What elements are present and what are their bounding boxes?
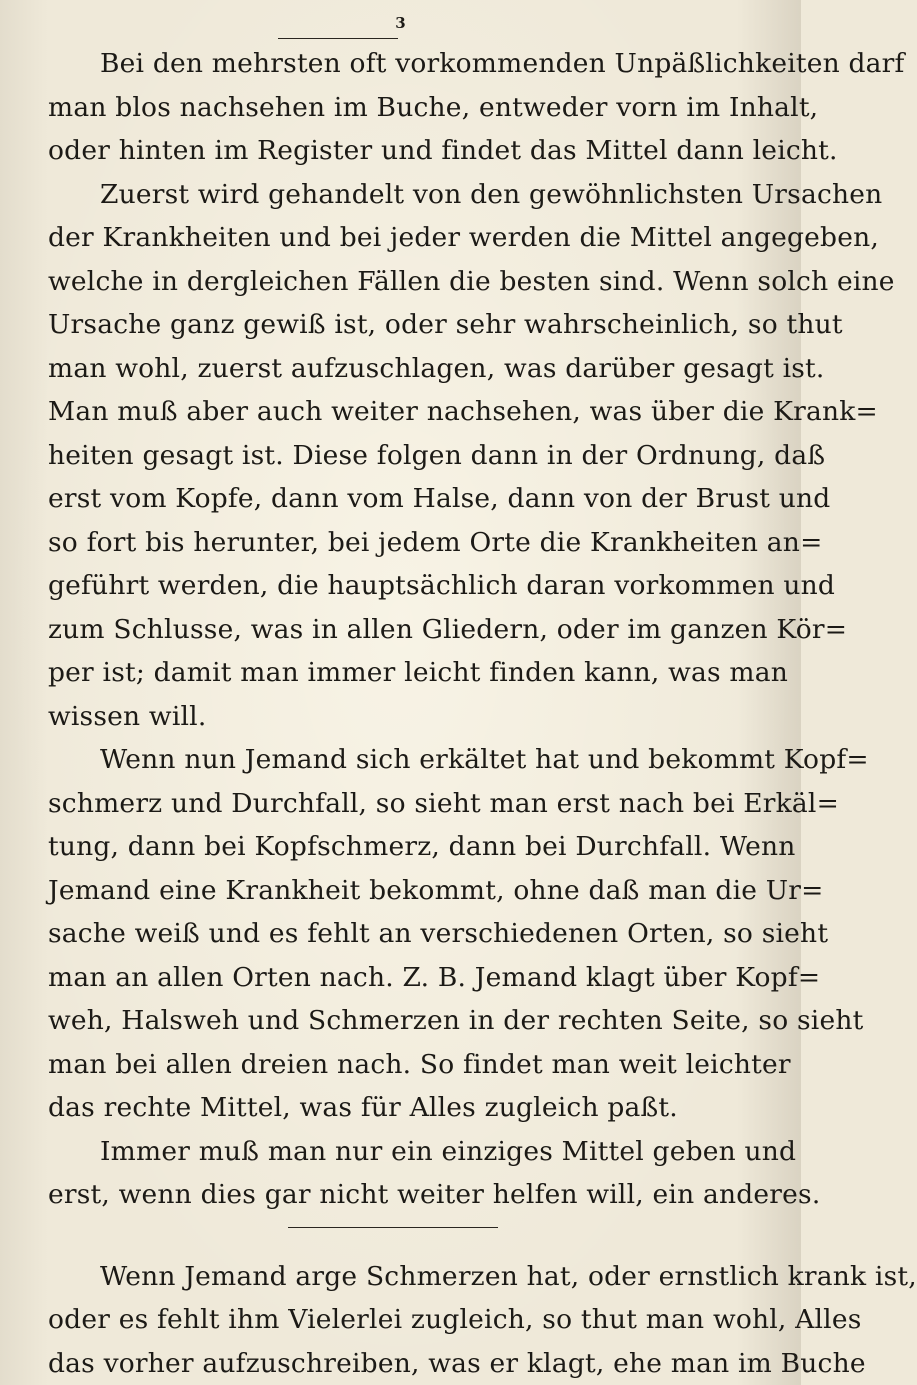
text-line: zum Schlusse, was in allen Gliedern, oder im ganzen Kör= xyxy=(48,613,848,645)
text-line: man blos nachsehen im Buche, entweder vorn im Inhalt, xyxy=(48,91,819,123)
text-line: Bei den mehrsten oft vorkommenden Unpäßlichkeiten darf xyxy=(100,48,905,79)
text-line: Wenn Jemand arge Schmerzen hat, oder ernstlich krank ist, xyxy=(100,1260,917,1292)
text-line: Zuerst wird gehandelt von den gewöhnlichsten Ursachen xyxy=(100,178,883,210)
text-line: wissen will. xyxy=(48,700,207,732)
text-line: tung, dann bei Kopfschmerz, dann bei Durchfall. Wenn xyxy=(48,831,796,862)
text-line: oder hinten im Register und findet das Mittel dann leicht. xyxy=(48,135,838,166)
text-line: das vorher aufzuschreiben, was er klagt, ehe man im Buche xyxy=(48,1347,866,1379)
text-line: weh, Halsweh und Schmerzen in der rechten Seite, so sieht xyxy=(48,1005,864,1036)
text-line: oder es fehlt ihm Vielerlei zugleich, so thut man wohl, Alles xyxy=(48,1304,862,1335)
text-line: man wohl, zuerst aufzuschlagen, was darüber gesagt ist. xyxy=(48,352,825,384)
paragraph xyxy=(48,1130,821,1217)
text-line: Immer muß man nur ein einziges Mittel geben und xyxy=(100,1135,797,1167)
text-line: das rechte Mittel, was für Alles zugleich paßt. xyxy=(48,1092,678,1123)
text-line: der Krankheiten und bei jeder werden die Mittel angegeben, xyxy=(48,222,879,253)
text-line: so fort bis herunter, bei jedem Orte die Krankheiten an= xyxy=(48,526,823,558)
text-line: Man muß aber auch weiter nachsehen, was über die Krank= xyxy=(48,396,878,427)
text-line: Wenn nun Jemand sich erkältet hat und bekommt Kopf= xyxy=(100,744,869,775)
text-line: man an allen Orten nach. Z. B. Jemand klagt über Kopf= xyxy=(48,961,821,993)
header-rule xyxy=(278,38,398,39)
text-line: sache weiß und es fehlt an verschiedenen Orten, so sieht xyxy=(48,918,829,949)
paragraph xyxy=(48,738,869,1130)
text-line: welche in dergleichen Fällen die besten sind. Wenn solch eine xyxy=(48,265,895,297)
text-line: heiten gesagt ist. Diese folgen dann in der Ordnung, daß xyxy=(48,439,826,471)
text-line: erst vom Kopfe, dann vom Halse, dann von der Brust und xyxy=(48,483,831,514)
text-line: geführt werden, die hauptsächlich daran vorkommen und xyxy=(48,570,836,601)
text-line: man bei allen dreien nach. So findet man weit leichter xyxy=(48,1048,791,1080)
page-number: 3 xyxy=(395,14,406,32)
paragraph xyxy=(48,1255,917,1385)
text-line: schmerz und Durchfall, so sieht man erst nach bei Erkäl= xyxy=(48,787,839,819)
text-line: Ursache ganz gewiß ist, oder sehr wahrscheinlich, so thut xyxy=(48,309,843,340)
paragraph xyxy=(48,42,905,173)
text-line: per ist; damit man immer leicht finden kann, was man xyxy=(48,657,789,688)
text-line: Jemand eine Krankheit bekommt, ohne daß man die Ur= xyxy=(48,874,824,906)
text-line: erst, wenn dies gar nicht weiter helfen will, ein anderes. xyxy=(48,1179,821,1210)
body-text xyxy=(48,42,917,1385)
section-rule xyxy=(48,1217,788,1255)
paragraph xyxy=(48,173,895,739)
